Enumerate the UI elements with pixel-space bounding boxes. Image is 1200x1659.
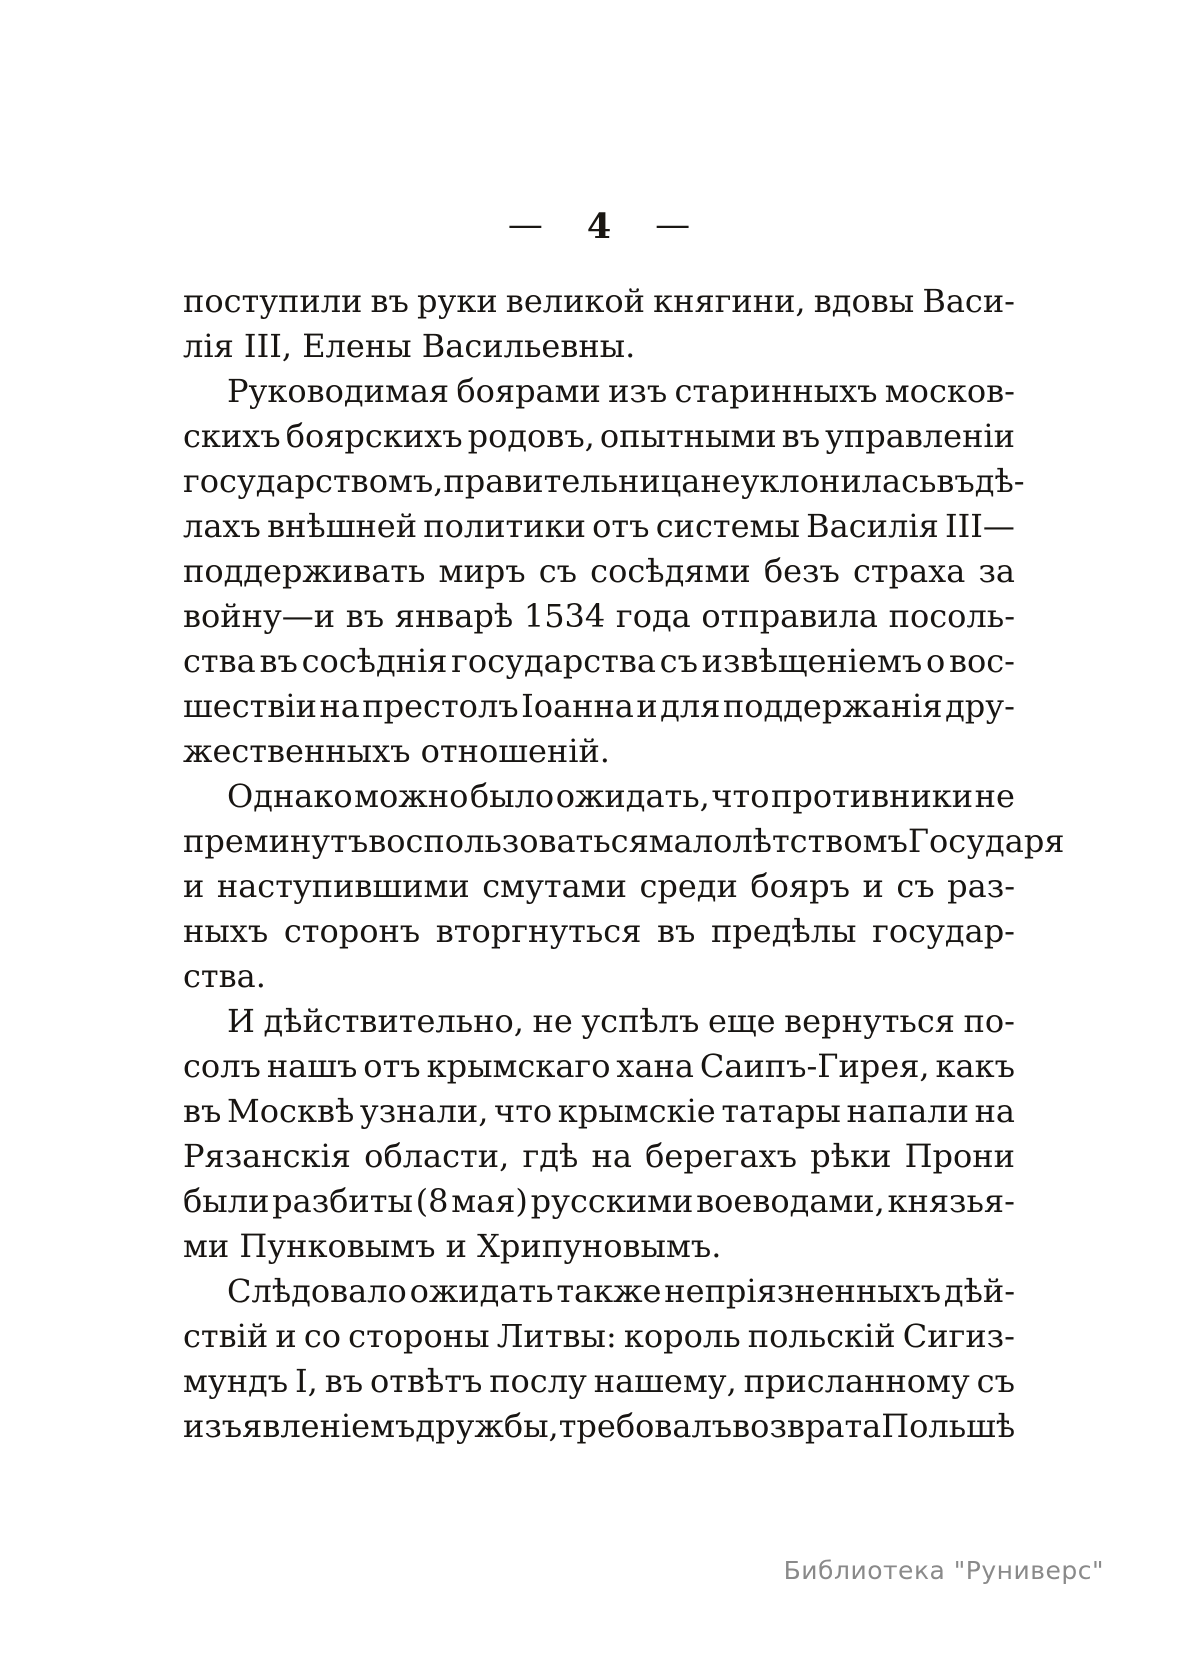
word: III— xyxy=(945,507,1015,545)
word: родовъ, xyxy=(467,417,595,455)
text-line xyxy=(183,684,1015,729)
word: не xyxy=(974,777,1015,815)
word: политики xyxy=(423,507,586,545)
text-line xyxy=(183,774,1015,819)
text-line xyxy=(183,1044,1015,1089)
word: руки xyxy=(417,282,498,320)
word: стороны xyxy=(348,1317,490,1355)
word: отъ xyxy=(592,507,650,545)
word: дѣ- xyxy=(974,462,1025,500)
word: воеводами, xyxy=(696,1182,885,1220)
text-line xyxy=(183,1404,1015,1449)
word: въ xyxy=(936,462,975,500)
word: напали xyxy=(846,1092,969,1130)
word: еще xyxy=(707,1002,776,1040)
word: въ xyxy=(259,642,298,680)
word: (8 xyxy=(415,1182,449,1220)
word: не xyxy=(532,1002,573,1040)
word: боярскихъ xyxy=(285,417,463,455)
word: въ xyxy=(656,912,696,950)
word: со xyxy=(303,1317,341,1355)
word: русскими xyxy=(530,1182,694,1220)
word: были xyxy=(183,1182,270,1220)
word: въ xyxy=(183,1092,222,1130)
word: внѣшней xyxy=(267,507,418,545)
word: Рязанскія xyxy=(183,1137,351,1175)
word: для xyxy=(660,687,721,725)
word: присланному xyxy=(743,1362,970,1400)
word: ожидать, xyxy=(555,777,710,815)
text-line xyxy=(183,1269,1015,1314)
text-line: лія III, Елены Васильевны. xyxy=(183,327,636,365)
word: польскій xyxy=(747,1317,896,1355)
text-line xyxy=(183,414,1015,459)
word: дѣйствительно, xyxy=(263,1002,524,1040)
word: берегахъ xyxy=(645,1137,798,1175)
word: сторонъ xyxy=(283,912,421,950)
text-line xyxy=(183,1134,1015,1179)
word: года xyxy=(615,597,691,635)
text-line xyxy=(183,864,1015,909)
word: ства xyxy=(183,642,256,680)
word: въ xyxy=(781,417,821,455)
word: раз- xyxy=(947,867,1015,905)
word: противники xyxy=(771,777,974,815)
word: боярами xyxy=(456,372,601,410)
word: великой xyxy=(505,282,645,320)
text-line: ства. xyxy=(183,957,266,995)
word: на xyxy=(591,1137,632,1175)
word: сосѣдями xyxy=(590,552,751,590)
word: на xyxy=(319,687,360,725)
text-line: жественныхъ отношеній. xyxy=(183,732,610,770)
word: разбиты xyxy=(272,1182,413,1220)
word: гдѣ xyxy=(522,1137,579,1175)
word: въ xyxy=(324,1362,364,1400)
word: что xyxy=(494,1092,553,1130)
header-right-dash: — xyxy=(655,205,691,245)
word: что xyxy=(711,777,770,815)
word: 1534 xyxy=(523,597,606,635)
word: правительница xyxy=(443,462,701,500)
word: страха xyxy=(852,552,966,590)
word: татары xyxy=(721,1092,841,1130)
word: преминутъ xyxy=(183,822,369,860)
text-line xyxy=(183,594,1015,639)
word: узнали, xyxy=(359,1092,489,1130)
word: Іоанна xyxy=(521,687,634,725)
word: нашъ xyxy=(266,1047,358,1085)
word: въ xyxy=(370,282,409,320)
word: Слѣдовало xyxy=(227,1272,407,1310)
word: малолѣтствомъ xyxy=(648,822,908,860)
word: безъ xyxy=(763,552,840,590)
word: Руководимая xyxy=(227,372,450,410)
word: Государя xyxy=(907,822,1065,860)
word: посоль- xyxy=(888,597,1015,635)
word: солъ xyxy=(183,1047,261,1085)
word: Однако xyxy=(227,777,353,815)
word: государ- xyxy=(872,912,1015,950)
library-watermark: Библиотека "Руниверс" xyxy=(783,1556,1104,1585)
word: поступили xyxy=(183,282,363,320)
text-line xyxy=(183,999,1015,1044)
word: миръ xyxy=(438,552,526,590)
word: вос- xyxy=(948,642,1015,680)
word: и xyxy=(636,687,658,725)
text-line xyxy=(183,909,1015,954)
word: изъявленіемъ xyxy=(183,1407,416,1445)
word: смутами xyxy=(482,867,627,905)
word: январѣ xyxy=(394,597,514,635)
word: Польшѣ xyxy=(881,1407,1016,1445)
text-line xyxy=(183,549,1015,594)
word: по- xyxy=(963,1002,1015,1040)
word: также xyxy=(556,1272,662,1310)
word: вдовы xyxy=(813,282,915,320)
page-number-header xyxy=(183,206,1015,247)
word: на xyxy=(974,1092,1015,1130)
word: опытными xyxy=(599,417,777,455)
word: ныхъ xyxy=(183,912,269,950)
word: лахъ xyxy=(183,507,261,545)
word: Василія xyxy=(806,507,939,545)
word: съ xyxy=(538,552,578,590)
word: князья- xyxy=(887,1182,1015,1220)
word: предѣлы xyxy=(710,912,857,950)
word: Саипъ-Гирея, xyxy=(699,1047,930,1085)
word: Васи- xyxy=(922,282,1015,320)
word: нашему, xyxy=(593,1362,737,1400)
word: уклонилась xyxy=(740,462,937,500)
word: государства xyxy=(451,642,656,680)
word: ствій xyxy=(183,1317,269,1355)
text-line xyxy=(183,369,1015,414)
word: Прони xyxy=(904,1137,1015,1175)
text-line xyxy=(183,1359,1015,1404)
word: воспользоваться xyxy=(368,822,649,860)
text-line xyxy=(183,504,1015,549)
word: не xyxy=(700,462,741,500)
word: извѣщеніемъ xyxy=(701,642,923,680)
word: за xyxy=(978,552,1015,590)
word: престолъ xyxy=(362,687,519,725)
word: можно xyxy=(354,777,469,815)
word: I, xyxy=(295,1362,318,1400)
text-line xyxy=(183,459,1025,504)
word: вернуться xyxy=(784,1002,955,1040)
word: дружбы, xyxy=(415,1407,559,1445)
word: области, xyxy=(364,1137,510,1175)
word: и xyxy=(183,867,205,905)
word: мундъ xyxy=(183,1362,289,1400)
word: поддержанія xyxy=(722,687,943,725)
word: среди xyxy=(639,867,738,905)
word: скихъ xyxy=(183,417,281,455)
word: король xyxy=(623,1317,741,1355)
text-line xyxy=(183,1089,1015,1134)
word: мая) xyxy=(451,1182,528,1220)
word: отвѣтъ xyxy=(369,1362,483,1400)
word: крымскіе xyxy=(557,1092,716,1130)
word: Литвы: xyxy=(496,1317,617,1355)
word: москов- xyxy=(884,372,1015,410)
text-line xyxy=(183,1314,1015,1359)
word: хана xyxy=(616,1047,694,1085)
word: поддерживать xyxy=(183,552,426,590)
word: о xyxy=(925,642,946,680)
word: рѣки xyxy=(810,1137,892,1175)
word: непріязненныхъ xyxy=(664,1272,942,1310)
word: государствомъ, xyxy=(183,462,444,500)
text-line xyxy=(183,819,1065,864)
word: съ xyxy=(659,642,698,680)
word: управленіи xyxy=(825,417,1015,455)
word: и xyxy=(862,867,884,905)
word: успѣлъ xyxy=(581,1002,700,1040)
page-text xyxy=(183,279,1065,1449)
word: крымскаго xyxy=(426,1047,611,1085)
word: съ xyxy=(896,867,935,905)
word: шествіи xyxy=(183,687,317,725)
word: системы xyxy=(655,507,800,545)
word: Москвѣ xyxy=(227,1092,355,1130)
word: войну—и xyxy=(183,597,336,635)
text-line: ми Пунковымъ и Хрипуновымъ. xyxy=(183,1227,722,1265)
word: было xyxy=(469,777,555,815)
text-line xyxy=(183,279,1015,324)
word: дру- xyxy=(945,687,1015,725)
text-line xyxy=(183,639,1015,684)
word: съ xyxy=(976,1362,1015,1400)
word: возврата xyxy=(732,1407,882,1445)
word: княгини, xyxy=(653,282,806,320)
word: послу xyxy=(489,1362,587,1400)
word: требовалъ xyxy=(558,1407,733,1445)
word: наступившими xyxy=(216,867,470,905)
text-line xyxy=(183,1179,1015,1224)
page-number: 4 xyxy=(586,206,612,247)
word: изъ xyxy=(608,372,668,410)
word: бояръ xyxy=(750,867,850,905)
word: какъ xyxy=(935,1047,1015,1085)
word: Сигиз- xyxy=(902,1317,1015,1355)
word: И xyxy=(227,1002,255,1040)
word: старинныхъ xyxy=(674,372,878,410)
word: ожидать xyxy=(409,1272,554,1310)
word: дѣй- xyxy=(943,1272,1015,1310)
word: и xyxy=(275,1317,297,1355)
word: отправила xyxy=(701,597,878,635)
word: вторгнуться xyxy=(435,912,642,950)
word: отъ xyxy=(363,1047,421,1085)
word: сосѣднія xyxy=(301,642,448,680)
word: въ xyxy=(345,597,385,635)
header-left-dash: — xyxy=(507,205,543,245)
